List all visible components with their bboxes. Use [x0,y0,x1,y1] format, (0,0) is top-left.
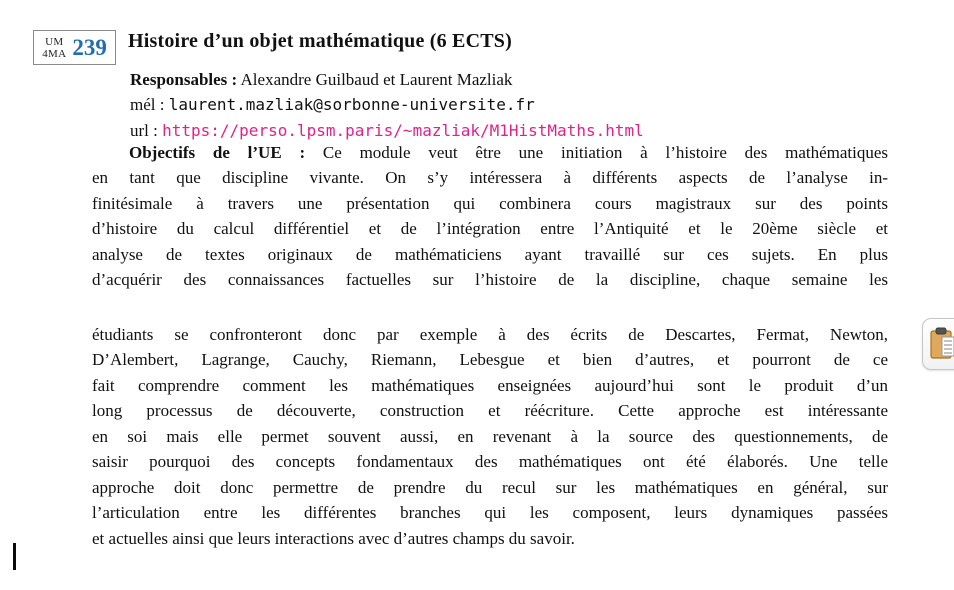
email-line [130,92,644,117]
objectifs-first-line-text: Ce module veut être une initiation à l’histoire des mathématiques [322,143,888,162]
email-label: mél : [130,95,165,115]
text-line: et actuelles ainsi que leurs interactions avec d’autres champs du savoir. [92,528,575,548]
text-line: fait comprendre comment les mathématiques enseignées aujourd’hui sont le produit d’un [92,375,888,395]
objectifs-label: Objectifs de l’UE : [129,143,306,162]
course-info-block [130,67,644,143]
course-code-badge [33,30,116,65]
responsables-line [130,67,644,92]
objectifs-lines [92,165,888,292]
text-caret [13,543,16,570]
text-line: d’histoire du calcul différentiel et de l’intégration entre l’Antiquité et le 20ème siècle et [92,219,888,239]
paragraph-continuation [92,322,888,551]
course-code-number: 239 [72,35,107,60]
text-line: D’Alembert, Lagrange, Cauchy, Riemann, Lebesgue et bien d’autres, et pourront de ce [92,350,888,370]
continuation-lines [92,322,888,551]
paragraph-objectifs [92,140,888,293]
course-code-line1: UM [45,35,64,48]
text-line: d’acquérir des connaissances factuelles sur l’histoire de la discipline, chaque semaine les [92,270,888,290]
url-label: url : [130,120,158,140]
text-line: étudiants se confronteront donc par exemple à des écrits de Descartes, Fermat, Newton, [92,325,888,344]
text-line: l’articulation entre les différentes branches qui les composent, leurs dynamiques passées [92,503,888,523]
course-code-prefix [42,36,66,60]
text-line: en tant que discipline vivante. On s’y intéressera à différents aspects de l’analyse in- [92,168,888,188]
text-line: analyse de textes originaux de mathématiciens ayant travaillé sur ces sujets. En plus [92,244,888,264]
course-code-line2: 4MA [42,47,67,60]
responsables-label: Responsables : [130,70,238,89]
course-url-link[interactable]: https://perso.lpsm.paris/~mazliak/M1HistMaths.html [162,120,644,140]
clipboard-button[interactable] [922,318,954,370]
text-line: approche doit donc permettre de prendre du recul sur les mathématiques en général, sur [92,477,888,497]
text-line: en soi mais elle permet souvent aussi, en revenant à la source des questionnements, de [92,426,888,446]
text-line: saisir pourquoi des concepts fondamentaux des mathématiques ont été élaborés. Une telle [92,452,888,472]
clipboard-icon [930,327,954,361]
course-title: Histoire d’un objet mathématique (6 ECTS) [128,30,512,52]
email-value: laurent.mazliak@sorbonne-universite.fr [168,95,535,115]
text-line: finitésimale à travers une présentation qui combinera cours magistraux sur des points [92,193,888,213]
objectifs-first-line [92,140,888,165]
responsables-value: Alexandre Guilbaud et Laurent Mazliak [240,70,513,89]
text-line: long processus de découverte, construction et réécriture. Cette approche est intéressante [92,401,888,421]
